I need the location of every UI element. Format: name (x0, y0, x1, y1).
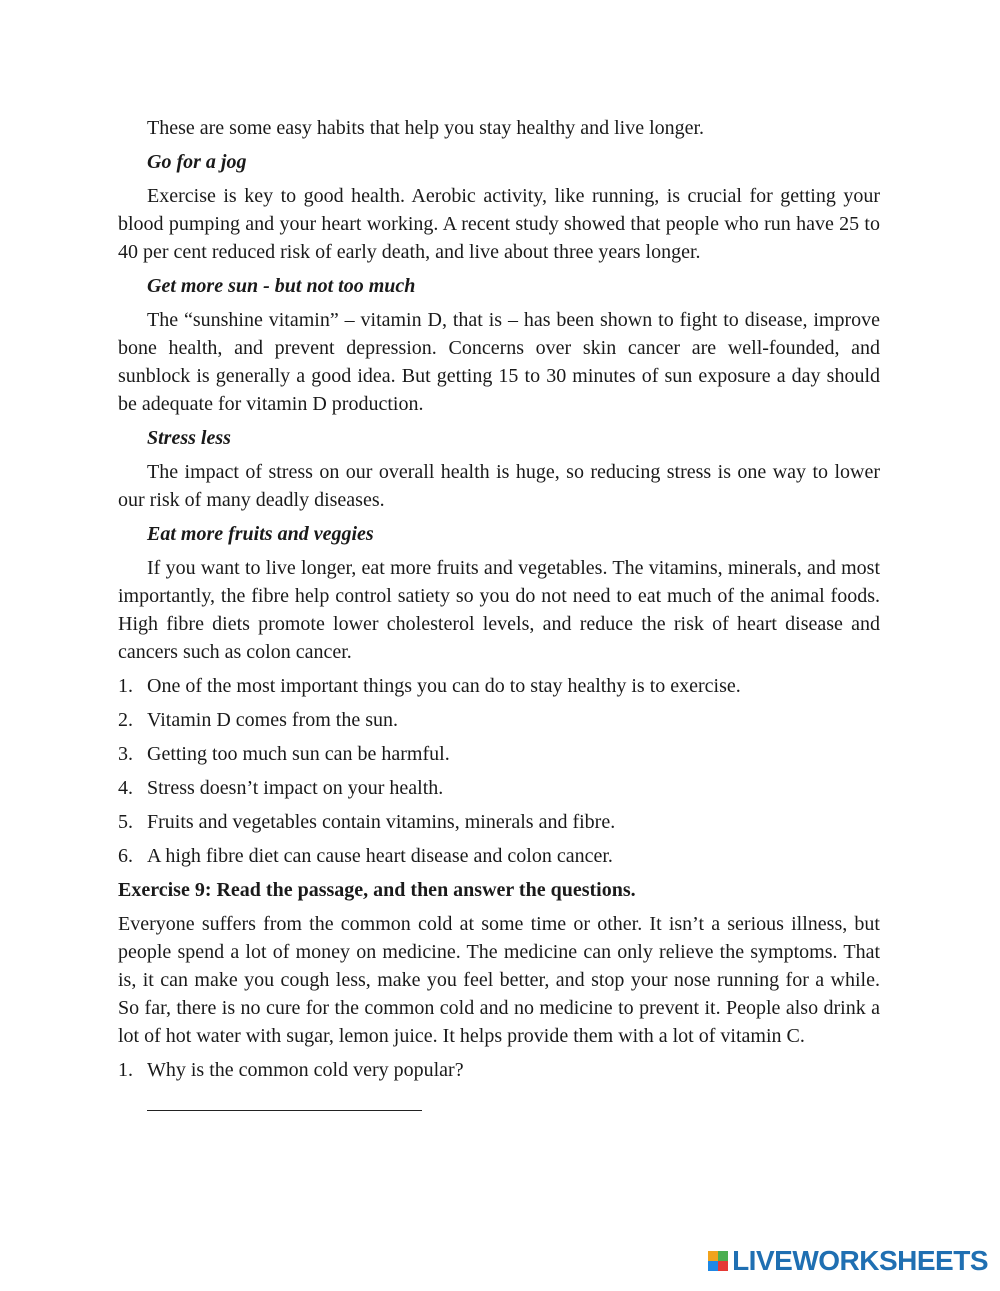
statement-number: 3. (118, 743, 133, 765)
question-item (118, 1056, 880, 1084)
statement-item (118, 740, 880, 768)
section-text-sun: The “sunshine vitamin” – vitamin D, that is – has been shown to fight to disease, improve bone health, and prevent depression. Concerns over skin cancer are well-founded, and sunblock is generally a good idea. But getting 15 to 30 minutes of sun exposure a day should be adequate for vitamin D production. (118, 309, 880, 415)
statement-text: Fruits and vegetables contain vitamins, minerals and fibre. (147, 811, 616, 833)
logo-text: LIVEWORKSHEETS (732, 1245, 988, 1276)
statement-item (118, 706, 880, 734)
question-text: Why is the common cold very popular? (147, 1059, 464, 1081)
statement-text: One of the most important things you can do to stay healthy is to exercise. (147, 675, 741, 697)
intro-paragraph: These are some easy habits that help you stay healthy and live longer. (147, 117, 705, 139)
exercise-9-title: Exercise 9: Read the passage, and then answer the questions. (118, 879, 636, 901)
statement-number: 2. (118, 709, 133, 731)
statement-item (118, 842, 880, 870)
statement-list (118, 672, 880, 870)
section-heading-fruits: Eat more fruits and veggies (147, 523, 374, 545)
statement-item (118, 672, 880, 700)
statement-number: 4. (118, 777, 133, 799)
statement-text: Getting too much sun can be harmful. (147, 743, 450, 765)
statement-item (118, 808, 880, 836)
statement-text: Stress doesn’t impact on your health. (147, 777, 444, 799)
section-heading-stress: Stress less (147, 427, 231, 449)
section-heading-sun: Get more sun - but not too much (147, 275, 416, 297)
statement-item (118, 774, 880, 802)
question-list (118, 1056, 880, 1084)
exercise-9-passage: Everyone suffers from the common cold at some time or other. It isn’t a serious illness, but people spend a lot of money on medicine. The medicine can only relieve the symptoms. That is, it can make you cough less, make you feel better, and stop your nose running for a while. So far, there is no cure for the common cold and no medicine to prevent it. People also drink a lot of hot water with sugar, lemon juice. It helps provide them with a lot of vitamin C. (118, 913, 880, 1047)
answer-line-1[interactable] (147, 1104, 422, 1111)
section-text-fruits: If you want to live longer, eat more fruits and vegetables. The vitamins, minerals, and most importantly, the fibre help control satiety so you do not need to eat much of the animal foods. High fibre diets promote lower cholesterol levels, and reduce the risk of heart disease and cancers such as colon cancer. (118, 557, 880, 663)
statement-number: 5. (118, 811, 133, 833)
logo-square-3 (708, 1261, 718, 1271)
statement-number: 6. (118, 845, 133, 867)
liveworksheets-logo (708, 1245, 988, 1277)
worksheet-page (118, 112, 880, 1111)
section-text-jog: Exercise is key to good health. Aerobic activity, like running, is crucial for getting your blood pumping and your heart working. A recent study showed that people who run have 25 to 40 per cent reduced risk of early death, and live about three years longer. (118, 185, 880, 263)
question-number: 1. (118, 1059, 133, 1081)
logo-mark-icon (708, 1251, 728, 1271)
statement-text: A high fibre diet can cause heart disease and colon cancer. (147, 845, 613, 867)
statement-text: Vitamin D comes from the sun. (147, 709, 398, 731)
section-heading-jog: Go for a jog (147, 151, 247, 173)
logo-square-1 (708, 1251, 718, 1261)
statement-number: 1. (118, 675, 133, 697)
logo-square-2 (718, 1251, 728, 1261)
logo-square-4 (718, 1261, 728, 1271)
section-text-stress: The impact of stress on our overall health is huge, so reducing stress is one way to lower our risk of many deadly diseases. (118, 461, 880, 511)
